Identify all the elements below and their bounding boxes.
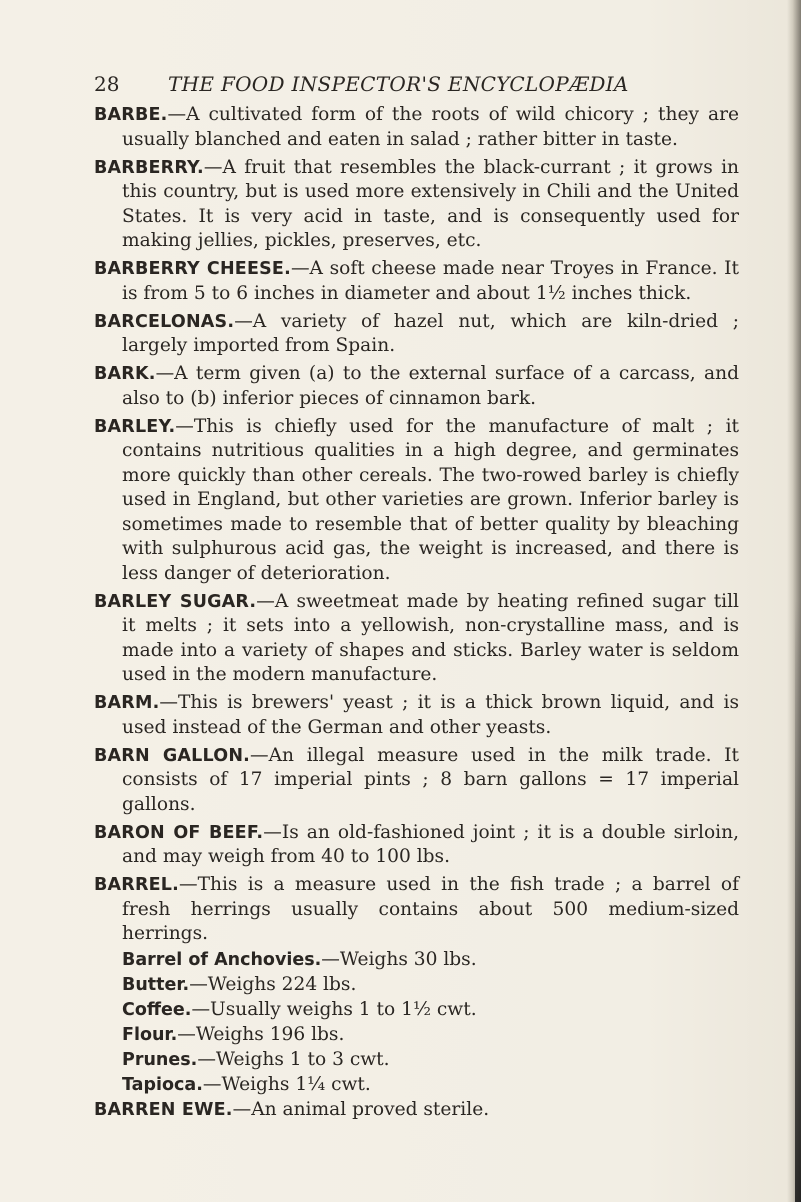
entry-text: —Is an old-fashioned joint ; it is a double sirloin, and may weigh from 40 to 100 lbs.	[122, 821, 739, 867]
sub-text: —Usually weighs 1 to 1½ cwt.	[191, 998, 477, 1020]
entry-barn-gallon	[94, 744, 739, 818]
entry-bark	[94, 362, 739, 411]
entry-headword: BARN GALLON.	[94, 745, 251, 766]
barrel-item-butter	[94, 973, 739, 998]
entry-headword: BARREN EWE.	[94, 1099, 233, 1120]
entry-text: —This is chiefly used for the manufacture of malt ; it contains nutritious qualities in a high degree, and germinates more quickly than other cereals. The two-rowed barley is chiefly used in England, but other varieties are grown. Inferior barley is sometimes made to resemble that of better quality by bleaching with sulphurous acid gas, the weight is increased, and there is less danger of deterioration.	[122, 415, 739, 584]
page-edge-dark	[795, 600, 801, 1202]
entry-barm	[94, 691, 739, 740]
entry-text: —A variety of hazel nut, which are kiln-dried ; largely imported from Spain.	[122, 310, 739, 356]
sub-text: —Weighs 1 to 3 cwt.	[197, 1048, 390, 1070]
page-number: 28	[94, 72, 120, 96]
running-title: THE FOOD INSPECTOR'S ENCYCLOPÆDIA	[168, 72, 629, 96]
entry-headword: BARBE.	[94, 105, 168, 125]
sub-headword: Flour.	[122, 1024, 178, 1045]
entry-text: —A fruit that resembles the black-currant ; it grows in this country, but is used more extensively in Chili and the United States. It is very acid in taste, and is consequently used for making jellies, pickles, preserves, etc.	[122, 156, 739, 251]
entry-text: —An illegal measure used in the milk trade. It consists of 17 imperial pints ; 8 barn gallons = 17 imperial gallons.	[122, 744, 739, 815]
barrel-item-coffee	[94, 998, 739, 1023]
entry-headword: BARREL.	[94, 875, 179, 895]
entry-headword: BARBERRY CHEESE.	[94, 259, 291, 279]
entry-headword: BARK.	[94, 364, 156, 384]
entry-barbe	[94, 103, 739, 152]
sub-text: —Weighs 30 lbs.	[321, 948, 477, 970]
entry-barley	[94, 415, 739, 587]
entry-headword: BARBERRY.	[94, 157, 204, 178]
sub-text: —Weighs 1¼ cwt.	[202, 1073, 371, 1095]
sub-headword: Coffee.	[122, 999, 192, 1020]
entry-barberry-cheese	[94, 257, 739, 306]
sub-headword: Butter.	[122, 974, 190, 995]
sub-text: —Weighs 224 lbs.	[189, 973, 357, 995]
barrel-item-prunes	[94, 1048, 739, 1073]
entry-barren-ewe	[94, 1098, 739, 1123]
entry-text: —This is a measure used in the fish trade ; a barrel of fresh herrings usually contains about 500 medium-sized herrings.	[122, 874, 739, 944]
barrel-item-flour	[94, 1023, 739, 1048]
sub-headword: Barrel of Anchovies.	[122, 949, 322, 970]
entry-text: —A soft cheese made near Troyes in France. It is from 5 to 6 inches in diameter and about 1½ inches thick.	[122, 258, 739, 304]
entry-headword: BARLEY.	[94, 416, 176, 437]
encyclopedia-entries	[94, 103, 739, 1126]
entry-text: —This is brewers' yeast ; it is a thick brown liquid, and is used instead of the German and other yeasts.	[122, 692, 739, 738]
sub-headword: Prunes.	[122, 1049, 198, 1070]
entry-barrel	[94, 873, 739, 947]
entry-headword: BARON OF BEEF.	[94, 822, 264, 843]
entry-baron-of-beef	[94, 821, 739, 870]
entry-headword: BARCELONAS.	[94, 311, 235, 332]
entry-text: —A cultivated form of the roots of wild chicory ; they are usually blanched and eaten in salad ; rather bitter in taste.	[122, 104, 739, 150]
barrel-item-tapioca	[94, 1073, 739, 1098]
entry-barley-sugar	[94, 590, 739, 688]
entry-barberry	[94, 156, 739, 254]
entry-headword: BARLEY SUGAR.	[94, 591, 257, 612]
sub-text: —Weighs 196 lbs.	[177, 1023, 345, 1045]
entry-text: —A term given (a) to the external surface of a carcass, and also to (b) inferior pieces of cinnamon bark.	[122, 363, 739, 409]
entry-headword: BARM.	[94, 693, 160, 713]
barrel-item-anchovies	[94, 948, 739, 973]
entry-text: —An animal proved sterile.	[232, 1098, 490, 1120]
entry-text: —A sweetmeat made by heating refined sugar till it melts ; it sets into a yellowish, non-crystalline mass, and is made into a variety of shapes and sticks. Barley water is seldom used in the modern manufacture.	[122, 590, 740, 685]
sub-headword: Tapioca.	[122, 1074, 203, 1095]
page-header	[94, 72, 714, 102]
entry-barcelonas	[94, 310, 739, 359]
